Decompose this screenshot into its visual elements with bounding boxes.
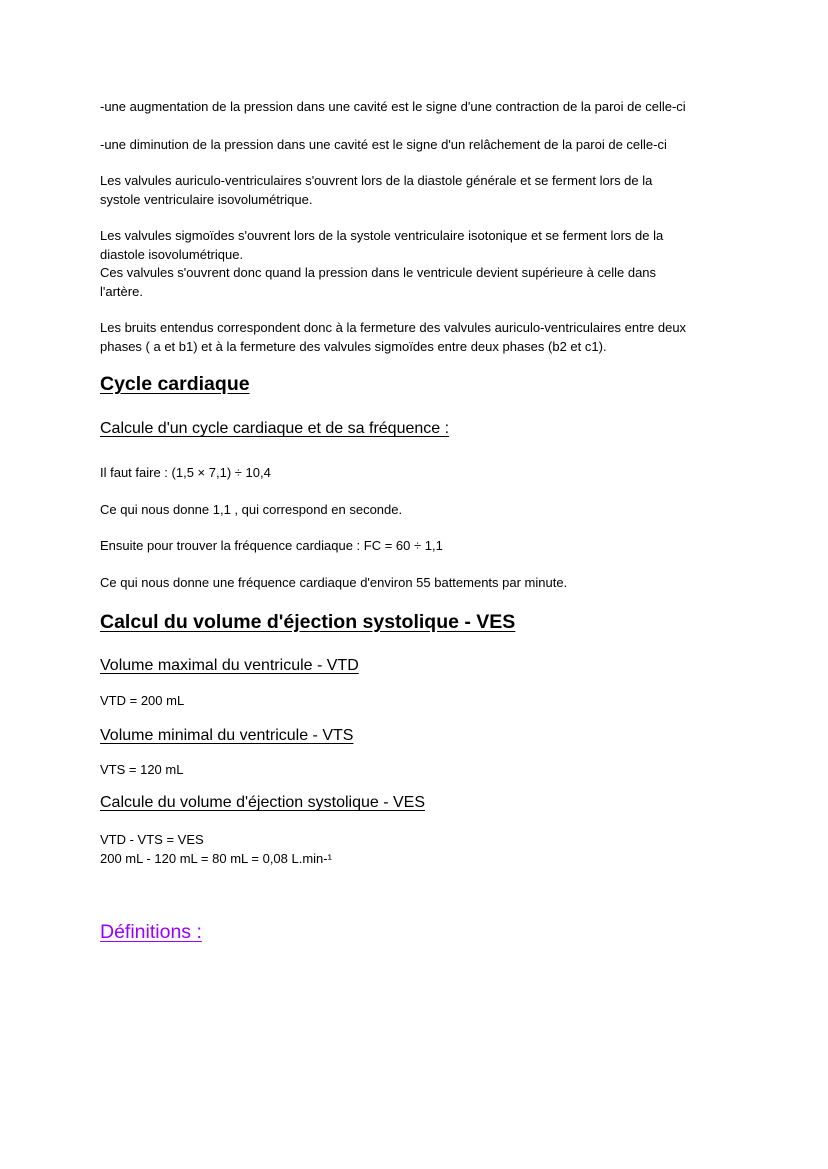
- sigmoid-valves-line-1: Les valvules sigmoïdes s'ouvrent lors de la systole ventriculaire isotonique et se ferment lors de la: [100, 228, 664, 243]
- heart-sounds-paragraph: [100, 319, 740, 356]
- vts-value: VTS = 120 mL: [100, 761, 184, 777]
- av-valves-line-1: Les valvules auriculo-ventriculaires s'ouvrent lors de la diastole générale et se ferment lors de la: [100, 173, 653, 188]
- vtd-heading: Volume maximal du ventricule - VTD: [100, 657, 359, 674]
- ves-calc-block: [100, 831, 740, 868]
- document-page: [100, 98, 740, 944]
- pressure-increase-line: -une augmentation de la pression dans une cavité est le signe d'une contraction de la paroi de celle-ci: [100, 99, 686, 114]
- cycle-result: Ce qui nous donne 1,1 , qui correspond en seconde.: [100, 501, 403, 517]
- ves-calc-formula: VTD - VTS = VES: [100, 832, 204, 847]
- sigmoid-valves-paragraph: [100, 227, 740, 301]
- ves-calc-result: 200 mL - 120 mL = 80 mL = 0,08 L.min-¹: [100, 850, 332, 866]
- cycle-subheading: Calcule d'un cycle cardiaque et de sa fréquence :: [100, 420, 450, 437]
- ves-calc-heading: Calcule du volume d'éjection systolique - VES: [100, 794, 425, 811]
- vtd-value: VTD = 200 mL: [100, 693, 185, 708]
- av-valves-paragraph: [100, 172, 740, 209]
- sigmoid-valves-line-4: l'artère.: [100, 283, 143, 299]
- heart-sounds-line-1: Les bruits entendus correspondent donc à la fermeture des valvules auriculo-ventriculaires entre deux: [100, 320, 687, 335]
- ves-heading: Calcul du volume d'éjection systolique - VES: [100, 611, 516, 633]
- pressure-decrease-line: -une diminution de la pression dans une cavité est le signe d'un relâchement de la paroi de celle-ci: [100, 136, 667, 152]
- cycle-heading: Cycle cardiaque: [100, 373, 250, 395]
- av-valves-line-2: systole ventriculaire isovolumétrique.: [100, 191, 313, 207]
- cycle-formula: Il faut faire : (1,5 × 7,1) ÷ 10,4: [100, 465, 271, 480]
- definitions-heading: Définitions :: [100, 921, 202, 943]
- fc-formula: Ensuite pour trouver la fréquence cardiaque : FC = 60 ÷ 1,1: [100, 538, 443, 553]
- sigmoid-valves-line-2: diastole isovolumétrique.: [100, 246, 244, 262]
- fc-result: Ce qui nous donne une fréquence cardiaque d'environ 55 battements par minute.: [100, 574, 568, 590]
- sigmoid-valves-line-3: Ces valvules s'ouvrent donc quand la pression dans le ventricule devient supérieure à celle dans: [100, 265, 657, 280]
- vts-heading: Volume minimal du ventricule - VTS: [100, 726, 354, 744]
- heart-sounds-line-2: phases ( a et b1) et à la fermeture des valvules sigmoïdes entre deux phases (b2 et c1).: [100, 338, 607, 354]
